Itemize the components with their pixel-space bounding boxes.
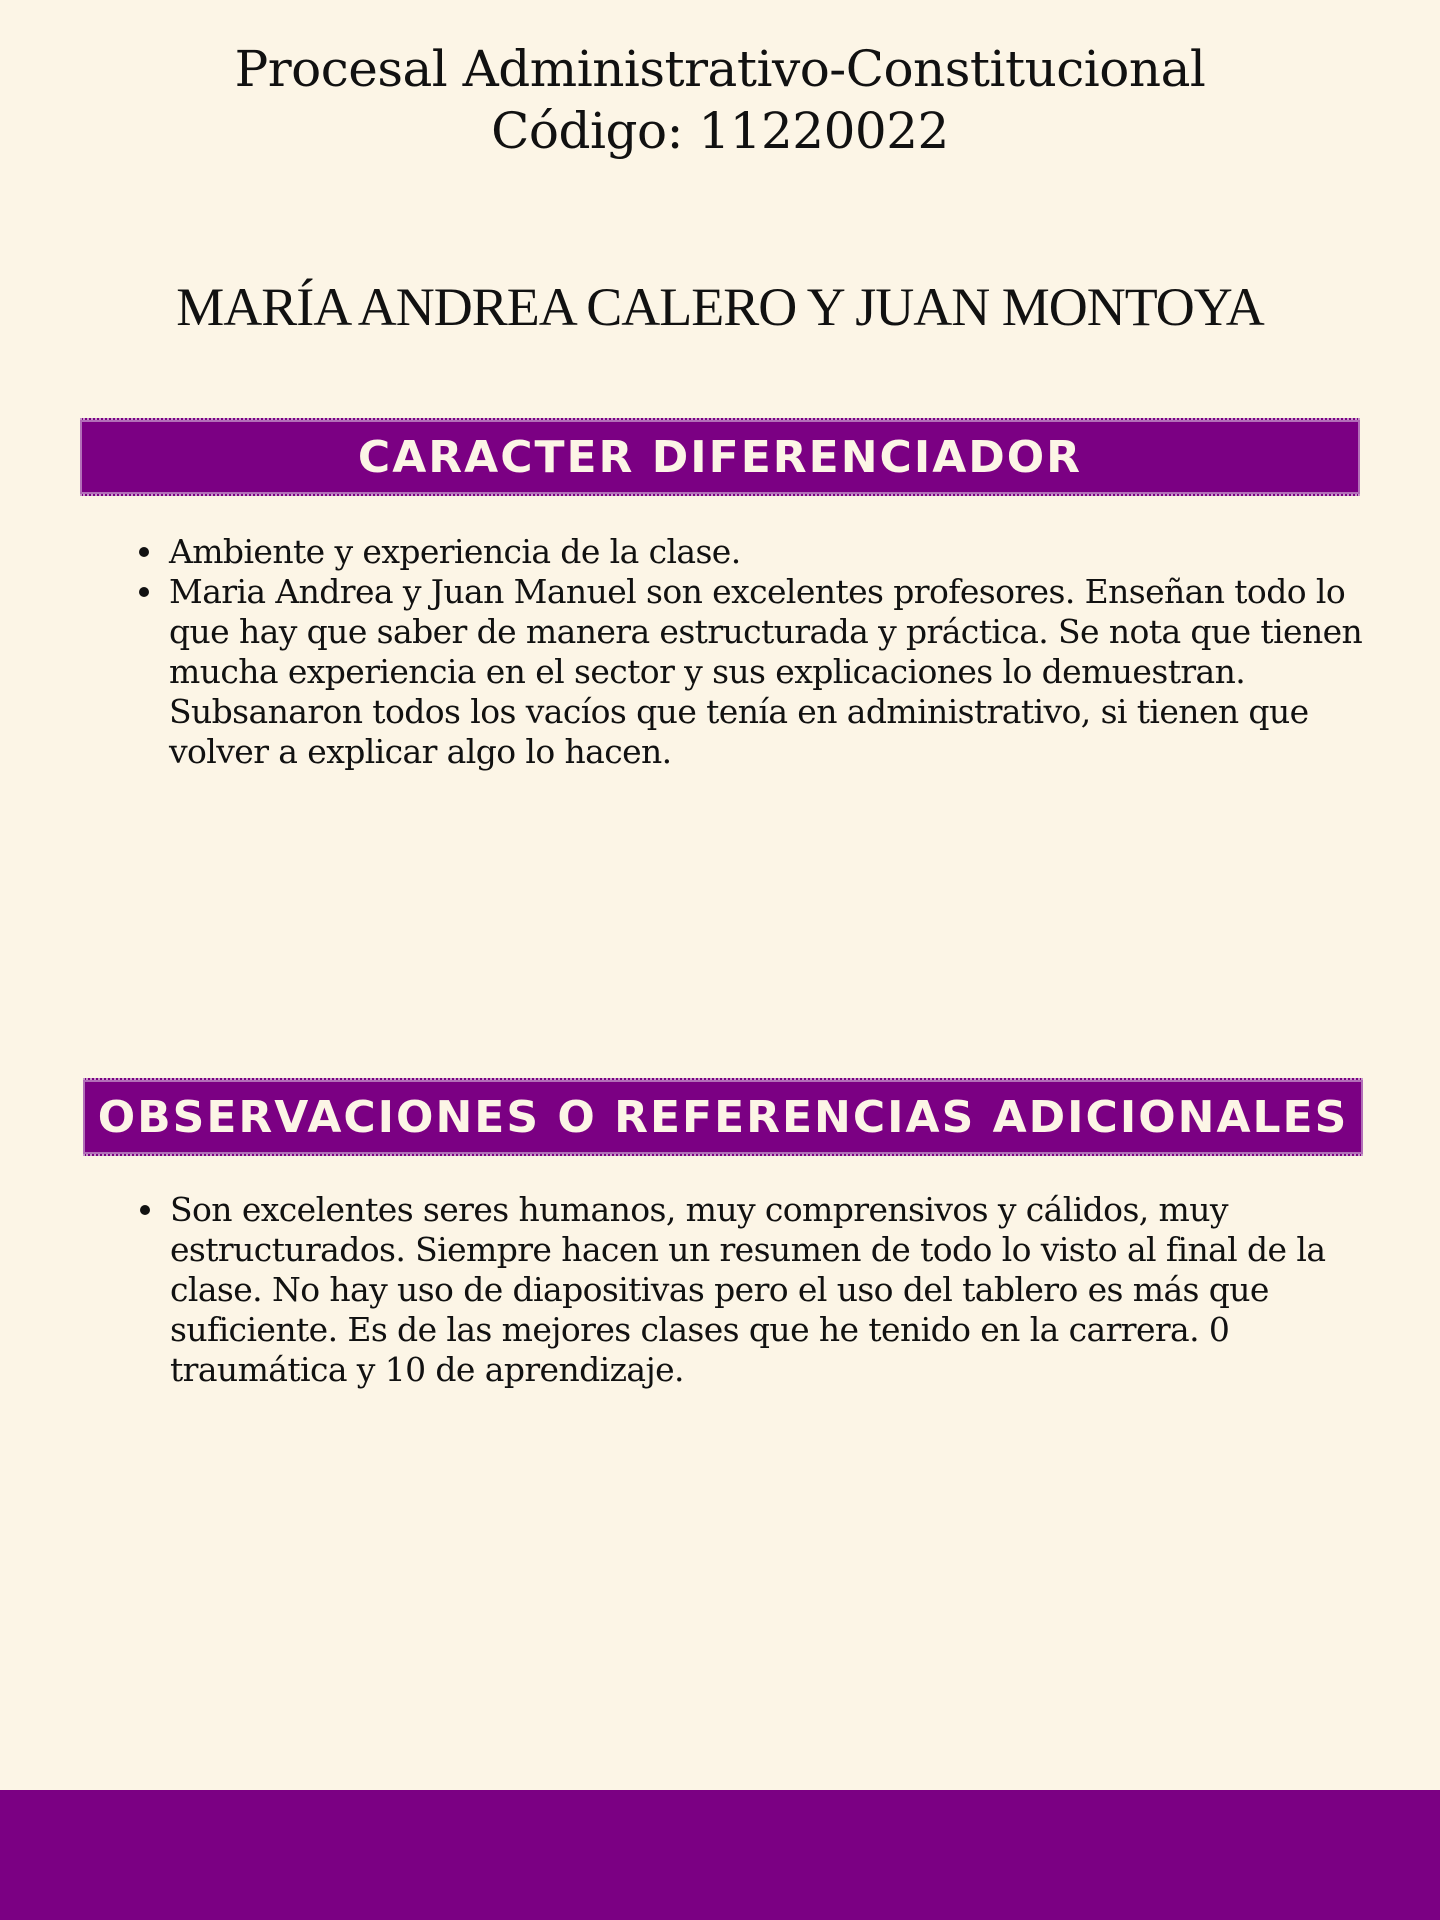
professors-names: MARÍA ANDREA CALERO Y JUAN MONTOYA <box>176 277 1264 337</box>
list-item-text: Son excelentes seres humanos, muy comprensivos y cálidos, muy estructurados. Siempre hacen un resumen de todo lo visto al final de la clase. No hay uso de diapositivas pero el uso del tablero es más que suficiente. Es de las mejores clases que he tenido en la carrera. 0 traumática y 10 de aprendizaje. <box>170 1190 1326 1389</box>
bullet-icon <box>139 547 149 557</box>
observaciones-list <box>137 1190 1367 1390</box>
list-item <box>136 532 1366 572</box>
list-item-text: Maria Andrea y Juan Manuel son excelentes profesores. Enseñan todo lo que hay que saber de manera estructurada y práctica. Se nota que tienen mucha experiencia en el sector y sus explicaciones lo demuestran. Subsanaron todos los vacíos que tenía en administrativo, si tienen que volver a explicar algo lo hacen. <box>169 572 1363 771</box>
list-item <box>136 572 1366 772</box>
section-heading-observaciones: OBSERVACIONES O REFERENCIAS ADICIONALES <box>83 1078 1363 1156</box>
course-code: Código: 11220022 <box>491 102 949 160</box>
list-item <box>137 1190 1367 1390</box>
list-item-text: Ambiente y experiencia de la clase. <box>169 532 741 571</box>
course-name: Procesal Administrativo-Constitucional <box>234 40 1206 98</box>
page-title <box>0 38 1440 162</box>
bullet-icon <box>140 1205 150 1215</box>
section-heading-caracter-diferenciador: CARACTER DIFERENCIADOR <box>80 418 1360 496</box>
footer-bar <box>0 1790 1440 1920</box>
bullet-icon <box>139 587 149 597</box>
caracter-diferenciador-list <box>136 532 1366 772</box>
